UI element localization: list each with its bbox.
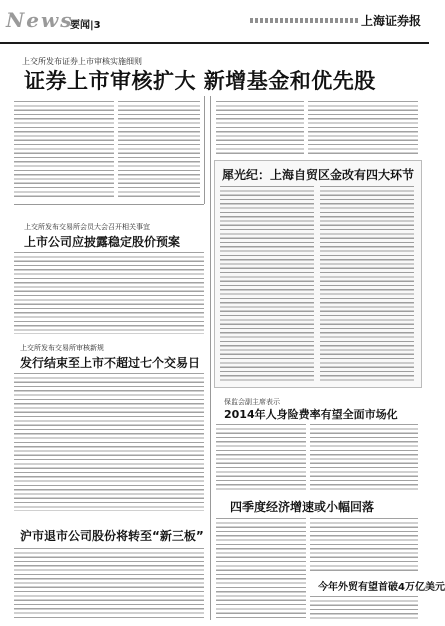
story2-headline: 发行结束至上市不超过七个交易日: [20, 356, 201, 370]
story1-body: [14, 252, 204, 334]
masthead: [0, 0, 429, 44]
story5-kicker: 保监会副主席表示: [224, 398, 280, 406]
lead-body-col4: [308, 101, 418, 157]
story1-headline: 上市公司应披露稳定股价预案: [24, 235, 181, 249]
lead-body-col3: [216, 101, 304, 157]
section-label: 要闻|3: [70, 20, 101, 31]
story6-headline: 四季度经济增速或小幅回落: [230, 500, 375, 514]
lead-kicker: 上交所发布证券上市审核实施细则: [22, 57, 142, 66]
story5-headline: 2014年人身险费率有望全面市场化: [224, 408, 398, 421]
lead-body-col2: [118, 101, 200, 199]
lead-headline: 证券上市审核扩大 新增基金和优先股: [24, 69, 376, 93]
story7-body: [310, 596, 418, 620]
masthead-info-line: [250, 18, 360, 23]
story4-body-col2: [320, 186, 414, 382]
story5-body-col2: [310, 424, 418, 492]
newspaper-logo: 上海证券报: [360, 14, 421, 28]
story3-headline: 沪市退市公司股份将转至“新三板”: [20, 529, 204, 543]
section-rule: [14, 204, 204, 205]
story5-body-col1: [216, 424, 306, 492]
column-divider: [210, 96, 211, 620]
story4-body-col1: [220, 186, 314, 382]
story2-kicker: 上交所发布交易所审核新规: [20, 344, 104, 352]
story3-body: [14, 548, 204, 620]
story2-body: [14, 373, 204, 511]
story6-body-col1: [216, 518, 306, 620]
masthead-brand: News: [6, 8, 74, 32]
story1-kicker: 上交所发布交易所会员大会召开相关事宜: [24, 223, 150, 231]
lead-body-col1: [14, 101, 114, 199]
column-rule: [204, 96, 205, 204]
story6-body-col2: [310, 518, 418, 572]
story7-headline: 今年外贸有望首破4万亿美元: [318, 582, 445, 593]
story4-headline: 犀光纪：上海自贸区金改有四大环节: [222, 168, 415, 182]
